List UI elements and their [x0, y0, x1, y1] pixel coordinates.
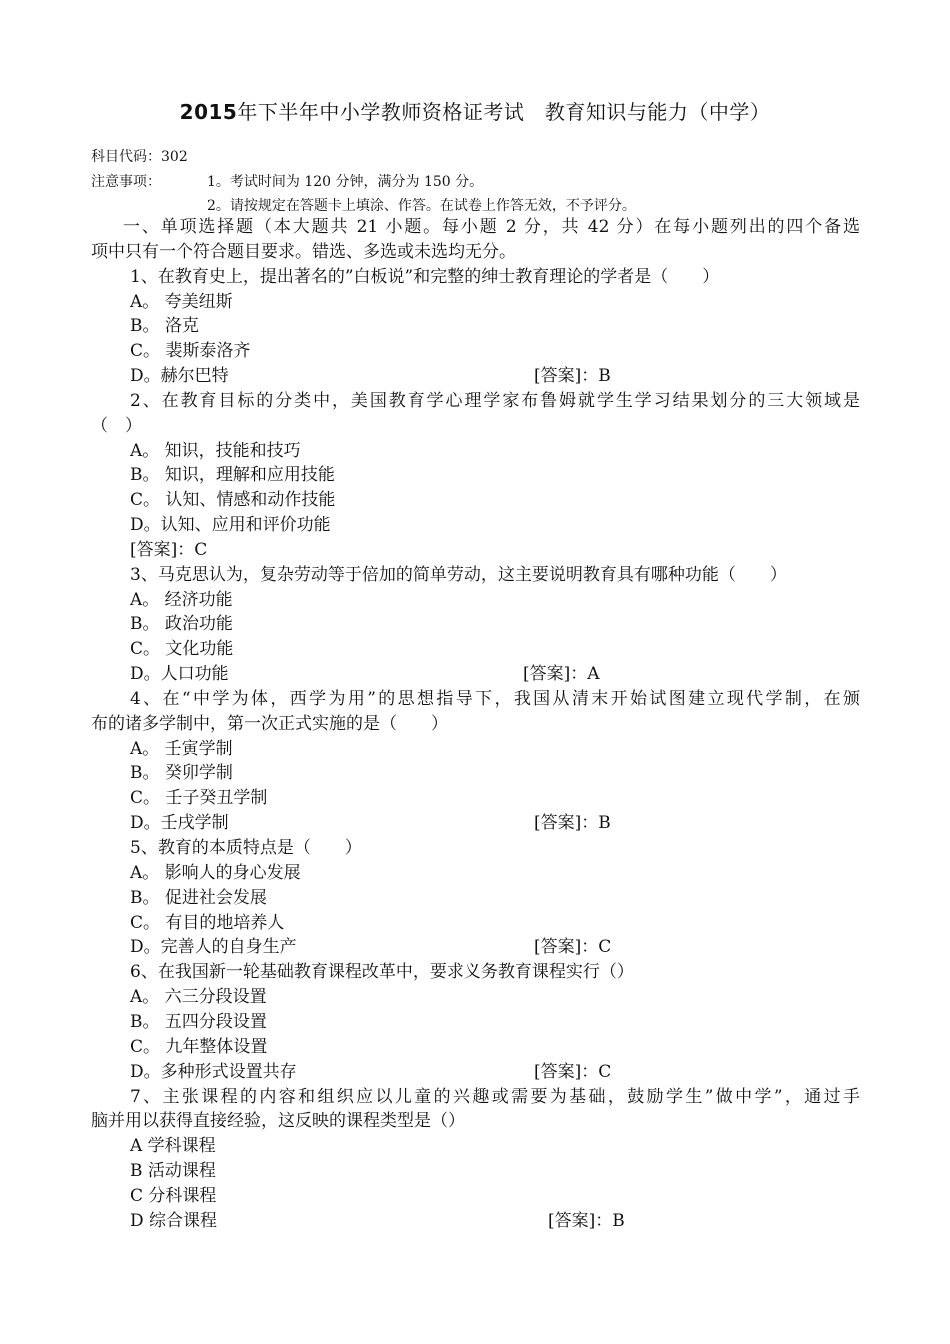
question-7-option-d: D 综合课程 — [130, 1211, 218, 1231]
question-6-option-c: C。 九年整体设置 — [130, 1037, 268, 1057]
section-instructions-line-1: 一、单项选择题（本大题共 21 小题。每小题 2 分，共 42 分）在每小题列出的四个备选 — [123, 217, 860, 237]
note-1: 1。考试时间为 120 分钟，满分为 150 分。 — [207, 174, 484, 190]
question-1-answer: [答案]：B — [534, 366, 611, 386]
question-2-option-d: D。认知、应用和评价功能 — [130, 515, 331, 535]
question-5-stem: 5、教育的本质特点是（ ） — [130, 838, 362, 858]
question-1-stem: 1、在教育史上，提出著名的”白板说”和完整的绅士教育理论的学者是（ ） — [130, 267, 720, 287]
question-1-option-d: D。赫尔巴特 — [130, 366, 229, 386]
question-1-option-b: B。 洛克 — [130, 316, 199, 336]
question-2-option-b: B。 知识，理解和应用技能 — [130, 465, 335, 485]
question-3-option-c: C。 文化功能 — [130, 639, 234, 659]
question-2-stem-line-2: （ ） — [91, 416, 142, 436]
subject-code — [91, 146, 188, 166]
question-5-option-a: A。 影响人的身心发展 — [130, 863, 301, 883]
question-2-answer: [答案]：C — [130, 540, 208, 560]
question-3-option-b: B。 政治功能 — [130, 614, 233, 634]
question-4-option-c: C。 壬子癸丑学制 — [130, 788, 268, 808]
subject-code-label: 科目代码： — [91, 149, 161, 165]
notes-label: 注意事项： — [91, 174, 161, 190]
question-5-option-d: D。完善人的自身生产 — [130, 937, 297, 957]
question-4-stem-line-1: 4、在“中学为体，西学为用”的思想指导下，我国从清末开始试图建立现代学制，在颁 — [130, 689, 860, 709]
note-2: 2。请按规定在答题卡上填涂、作答。在试卷上作答无效，不予评分。 — [207, 198, 636, 214]
question-3-option-d: D。人口功能 — [130, 664, 229, 684]
question-1-option-c: C。 裴斯泰洛齐 — [130, 341, 251, 361]
subject-code-value: 302 — [161, 149, 188, 165]
question-2-option-a: A。 知识，技能和技巧 — [130, 441, 301, 461]
question-6-option-a: A。 六三分段设置 — [130, 987, 267, 1007]
question-4-option-d: D。壬戌学制 — [130, 813, 229, 833]
question-5-answer: [答案]：C — [534, 937, 612, 957]
question-6-stem: 6、在我国新一轮基础教育课程改革中，要求义务教育课程实行（） — [130, 962, 634, 982]
question-2-stem-line-1: 2、在教育目标的分类中，美国教育学心理学家布鲁姆就学生学习结果划分的三大领域是 — [130, 391, 860, 411]
question-7-option-c: C 分科课程 — [130, 1186, 217, 1206]
section-instructions-line-2: 项中只有一个符合题目要求。错选、多选或未选均无分。 — [91, 242, 516, 262]
question-4-option-a: A。 壬寅学制 — [130, 739, 233, 759]
question-7-option-b: B 活动课程 — [130, 1161, 216, 1181]
question-7-stem-line-2: 脑并用以获得直接经验，这反映的课程类型是（） — [91, 1111, 465, 1131]
question-4-stem-line-2: 布的诸多学制中，第一次正式实施的是（ ） — [91, 714, 448, 734]
question-7-stem-line-1: 7、主张课程的内容和组织应以儿童的兴趣或需要为基础，鼓励学生”做中学”，通过手 — [130, 1087, 860, 1107]
question-4-option-b: B。 癸卯学制 — [130, 763, 233, 783]
question-7-option-a: A 学科课程 — [130, 1136, 216, 1156]
question-3-stem: 3、马克思认为，复杂劳动等于倍加的简单劳动，这主要说明教育具有哪种功能（ ） — [130, 565, 787, 585]
exam-title-year: 2015 — [179, 100, 238, 124]
exam-title-text: 年下半年中小学教师资格证考试 教育知识与能力（中学） — [237, 100, 771, 124]
question-1-option-a: A。 夸美纽斯 — [130, 292, 233, 312]
question-6-answer: [答案]：C — [534, 1062, 612, 1082]
notes-line-1 — [91, 171, 483, 191]
question-6-option-d: D。多种形式设置共存 — [130, 1062, 297, 1082]
question-7-answer: [答案]：B — [548, 1211, 625, 1231]
question-5-option-b: B。 促进社会发展 — [130, 888, 267, 908]
question-6-option-b: B。 五四分段设置 — [130, 1012, 267, 1032]
question-5-option-c: C。 有目的地培养人 — [130, 913, 285, 933]
question-3-answer: [答案]：A — [523, 664, 600, 684]
question-2-option-c: C。 认知、情感和动作技能 — [130, 490, 336, 510]
question-4-answer: [答案]：B — [534, 813, 611, 833]
exam-title — [0, 96, 950, 125]
question-3-option-a: A。 经济功能 — [130, 590, 233, 610]
